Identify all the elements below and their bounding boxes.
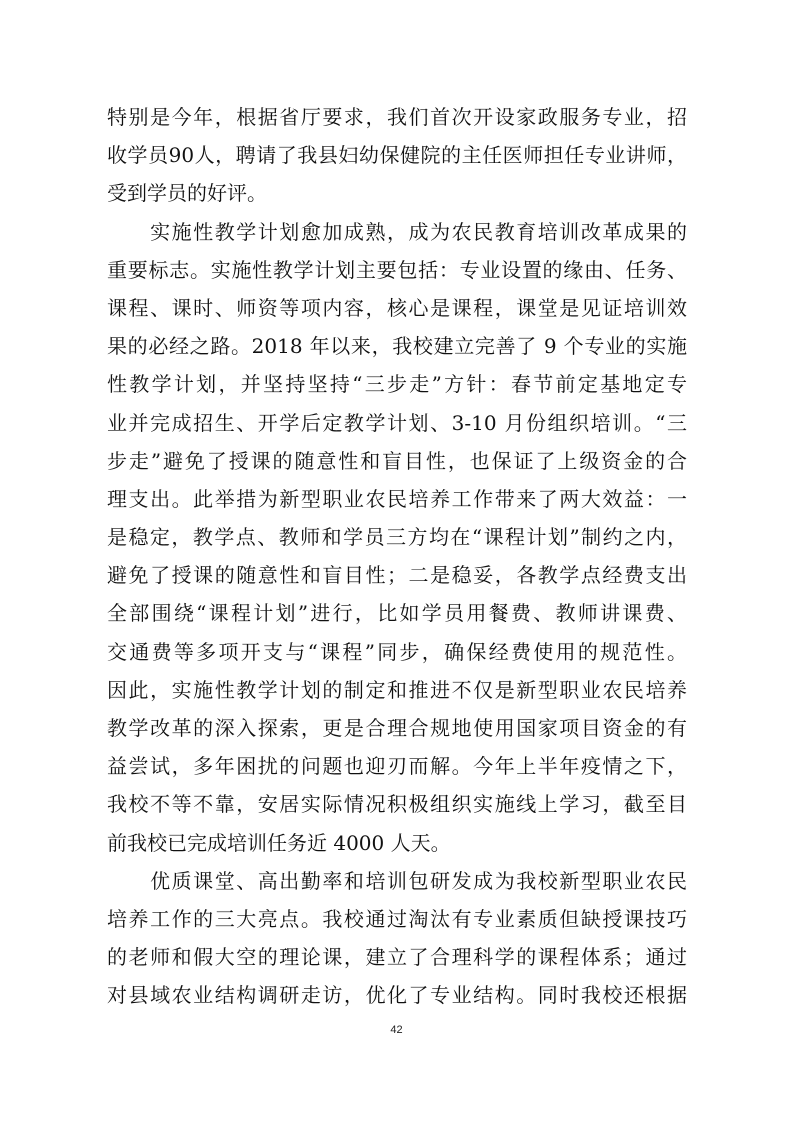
text-line: 避免了授课的随意性和盲目性；二是稳妥，各教学点经费支出 [107,563,687,588]
page-number: 42 [390,1024,403,1036]
paragraph-1 [107,98,687,213]
text-line: 教学改革的深入探索，更是合理合规地使用国家项目资金的有 [107,716,687,740]
text-line: 性教学计划，并坚持坚持“三步走”方针：春节前定基地定专 [107,372,687,397]
text-line: 培养工作的三大亮点。我校通过淘汰有专业素质但缺授课技巧 [107,906,687,931]
text-line: 理支出。此举措为新型职业农民培养工作带来了两大效益：一 [107,486,687,511]
text-line: 的老师和假大空的理论课，建立了合理科学的课程体系；通过 [107,945,687,970]
text-line: 业并完成招生、开学后定教学计划、3-10 月份组织培训。“三 [107,410,687,435]
text-line: 我校不等不靠，安居实际情况积极组织实施线上学习，截至目 [107,792,687,817]
text-line: 课程、课时、师资等项内容，核心是课程，课堂是见证培训效 [107,295,687,320]
text-line: 交通费等多项开支与“课程”同步，确保经费使用的规范性。 [107,639,687,664]
paragraph-2 [107,213,687,862]
body-text [107,98,687,1015]
text-line: 优质课堂、高出勤率和培训包研发成为我校新型职业农民 [107,868,687,893]
text-line: 全部围绕“课程计划”进行，比如学员用餐费、教师讲课费、 [107,601,687,626]
text-line: 受到学员的好评。 [107,181,267,206]
text-line: 重要标志。实施性教学计划主要包括：专业设置的缘由、任务、 [107,257,687,282]
paragraph-3 [107,862,687,1015]
text-line: 果的必经之路。2018 年以来，我校建立完善了 9 个专业的实施 [107,334,687,359]
text-line: 益尝试，多年困扰的问题也迎刃而解。今年上半年疫情之下， [107,754,687,779]
text-line: 是稳定，教学点、教师和学员三方均在“课程计划”制约之内， [107,525,687,550]
text-line: 步走”避免了授课的随意性和盲目性，也保证了上级资金的合 [107,448,687,473]
text-line: 因此，实施性教学计划的制定和推进不仅是新型职业农民培养 [107,677,687,702]
text-line: 收学员90人，聘请了我县妇幼保健院的主任医师担任专业讲师， [107,143,687,168]
text-line: 实施性教学计划愈加成熟，成为农民教育培训改革成果的 [107,219,687,244]
text-line: 对县域农业结构调研走访，优化了专业结构。同时我校还根据 [107,983,687,1008]
text-line: 前我校已完成培训任务近 4000 人天。 [107,830,451,855]
text-line: 特别是今年，根据省厅要求，我们首次开设家政服务专业，招 [107,105,687,129]
